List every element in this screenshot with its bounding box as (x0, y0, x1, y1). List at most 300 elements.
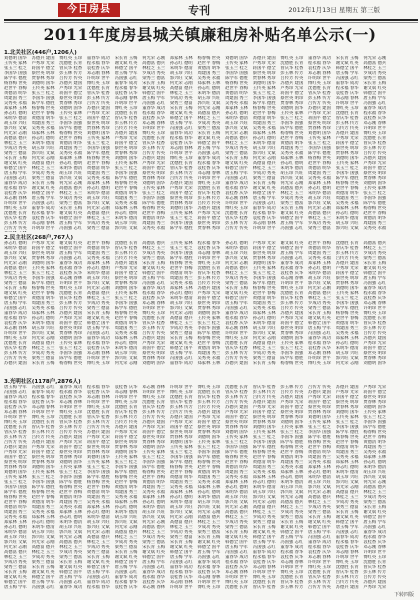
name-entry: 邓志刚 春林 (308, 71, 331, 76)
name-entry: 孙志红 德明 (280, 161, 304, 166)
name-entry: 许明珍 世平 (197, 176, 221, 181)
name-column (4, 385, 30, 590)
name-entry: 高德富 德兵 (169, 520, 193, 525)
name-entry: 蔡世英 明珍 (280, 96, 304, 101)
name-entry: 彭玉林 传芳 (169, 171, 193, 176)
name-entry: 孙志红 德明 (4, 111, 27, 116)
name-entry: 刘德明 国华 (363, 181, 387, 186)
name-entry: 卢秀珍 光荣 (197, 415, 221, 420)
name-column (59, 241, 85, 366)
name-column (363, 241, 389, 366)
name-entry: 林桂芝 玉兰 (363, 490, 387, 495)
name-entry: 许明珍 世平 (31, 410, 55, 415)
name-entry: 郑家林 玉林 (142, 495, 166, 500)
name-entry: 贾春林 秀珍 (280, 415, 304, 420)
name-entry: 曾庆华 桂香 (363, 321, 387, 326)
name-entry: 杨春梅 世英 (335, 181, 359, 186)
name-entry: 黄德清 明华 (280, 141, 304, 146)
name-entry: 董春华 成功 (363, 106, 387, 111)
name-entry: 郭兴旺 文斌 (197, 505, 221, 510)
name-entry: 彭玉林 传芳 (335, 575, 359, 580)
name-entry: 卢秀珍 光荣 (308, 111, 331, 116)
name-entry: 郭兴旺 文斌 (335, 226, 359, 231)
name-entry: 蔡世英 明珍 (4, 460, 27, 465)
name-entry: 周建国 秀兰 (86, 495, 110, 500)
name-entry: 高德富 德兵 (142, 241, 166, 246)
name-entry: 郭兴旺 文斌 (169, 306, 193, 311)
name-entry: 董春华 成功 (4, 395, 27, 400)
name-column (115, 241, 141, 366)
name-entry: 杨春梅 世英 (280, 445, 304, 450)
name-entry: 朱明华 德清 (114, 510, 138, 515)
name-entry: 周建国 秀兰 (114, 490, 138, 495)
name-entry: 沈德胜 长青 (280, 61, 304, 66)
name-entry: 杨春梅 世英 (335, 435, 359, 440)
name-entry: 韩德全 国平 (252, 535, 276, 540)
name-entry: 朱明华 德清 (197, 91, 221, 96)
name-entry: 李国华 国强 (280, 435, 304, 440)
name-entry: 邓志刚 春林 (31, 405, 55, 410)
name-entry: 高德富 德兵 (225, 510, 248, 515)
name-entry: 孙志红 德明 (59, 515, 83, 520)
name-entry: 吕传芳 传英 (363, 575, 387, 580)
name-entry: 唐玉梅 学军 (86, 570, 110, 575)
name-entry: 吕传芳 传英 (142, 415, 166, 420)
name-entry: 高德富 德兵 (363, 485, 387, 490)
name-entry: 高德富 德兵 (31, 341, 55, 346)
name-entry: 袁桂香 庆华 (4, 191, 27, 196)
name-entry: 吴秀英 永福 (225, 101, 248, 106)
name-entry: 黄德清 明华 (252, 296, 276, 301)
name-entry: 张玉兰 桂芝 (31, 271, 55, 276)
name-entry: 袁桂香 庆华 (308, 346, 331, 351)
name-entry: 吴秀英 永福 (114, 495, 138, 500)
name-entry: 杨春梅 世英 (225, 455, 248, 460)
name-entry: 袁桂香 庆华 (114, 385, 138, 390)
name-entry: 孙志红 德明 (252, 480, 276, 485)
name-entry: 何光荣 志刚 (4, 261, 27, 266)
name-entry: 蔡世英 明珍 (142, 171, 166, 176)
name-entry: 韩德全 国平 (169, 116, 193, 121)
name-entry: 孙志红 德明 (225, 485, 248, 490)
name-entry: 张玉兰 桂芝 (252, 91, 276, 96)
name-entry: 谢文斌 红英 (31, 570, 55, 575)
name-entry: 赵世平 春梅 (142, 211, 166, 216)
name-entry: 张玉兰 桂芝 (4, 66, 27, 71)
name-entry: 赵世平 春梅 (86, 485, 110, 490)
name-entry: 罗成功 秀英 (252, 171, 276, 176)
name-entry: 朱明华 德清 (308, 475, 331, 480)
name-entry: 苏德兵 建国 (114, 131, 138, 136)
name-entry: 黄德清 明华 (169, 475, 193, 480)
name-entry: 冯国强 志红 (225, 550, 248, 555)
name-entry: 邓志刚 春林 (197, 171, 221, 176)
name-entry: 袁桂香 庆华 (252, 560, 276, 565)
name-entry: 董春华 成功 (225, 555, 248, 560)
name-entry: 孙志红 德明 (86, 186, 110, 191)
name-entry: 朱明华 德清 (114, 216, 138, 221)
name-entry: 孙志红 德明 (59, 161, 83, 166)
name-entry: 黄德清 明华 (31, 296, 55, 301)
name-entry: 陈学军 德胜 (252, 281, 276, 286)
name-column (115, 385, 141, 590)
name-entry: 谢文斌 红英 (363, 86, 387, 91)
name-entry: 吕传芳 传英 (31, 435, 55, 440)
name-entry: 高德富 德兵 (308, 291, 331, 296)
name-entry: 傅红英 玉珍 (280, 286, 304, 291)
name-entry: 梁秀兰 德富 (252, 520, 276, 525)
name-entry: 朱明华 德清 (252, 321, 276, 326)
name-entry: 冯国强 志红 (31, 585, 55, 590)
name-entry: 宋长青 玉梅 (363, 261, 387, 266)
name-entry: 袁桂香 庆华 (114, 91, 138, 96)
name-entry: 王传英 家林 (363, 410, 387, 415)
name-entry: 陈学军 德胜 (59, 356, 83, 361)
name-entry: 陈学军 德胜 (280, 126, 304, 131)
name-entry: 傅红英 玉珍 (197, 585, 221, 590)
name-entry: 梁秀兰 德富 (363, 256, 387, 261)
name-entry: 蒋国平 德全 (335, 271, 359, 276)
name-entry: 黄德清 明华 (114, 321, 138, 326)
name-entry: 林桂芝 玉兰 (31, 550, 55, 555)
name-entry: 蔡世英 明珍 (59, 326, 83, 331)
name-entry: 林桂芝 玉兰 (169, 525, 193, 530)
name-entry: 赵世平 春梅 (197, 341, 221, 346)
name-entry: 唐玉梅 学军 (308, 326, 331, 331)
name-entry: 梁秀兰 德富 (59, 201, 83, 206)
name-entry: 李国华 国强 (335, 171, 359, 176)
name-entry: 冯国强 志红 (308, 535, 331, 540)
name-entry: 周建国 秀兰 (308, 251, 331, 256)
name-entry: 朱明华 德清 (86, 271, 110, 276)
name-entry: 郑家林 玉林 (31, 311, 55, 316)
name-entry: 张玉兰 桂芝 (363, 191, 387, 196)
name-entry: 谢文斌 红英 (59, 211, 83, 216)
name-entry: 周建国 秀兰 (4, 96, 27, 101)
name-entry: 黄德清 明华 (225, 465, 248, 470)
name-entry: 唐玉梅 学军 (4, 301, 27, 306)
name-entry: 唐玉梅 学军 (86, 326, 110, 331)
name-entry: 何光荣 志刚 (86, 286, 110, 291)
name-entry: 蔡世英 明珍 (252, 71, 276, 76)
name-entry: 胡玉珍 兴旺 (225, 251, 248, 256)
name-entry: 彭玉林 传芳 (363, 326, 387, 331)
name-entry: 蔡世英 明珍 (142, 435, 166, 440)
name-entry: 王传英 家林 (114, 161, 138, 166)
name-entry: 吴秀英 永福 (169, 485, 193, 490)
name-entry: 蒋国平 德全 (308, 400, 331, 405)
name-entry: 黄德清 明华 (308, 246, 331, 251)
name-entry: 傅红英 玉珍 (225, 206, 248, 211)
name-entry: 卢秀珍 光荣 (59, 316, 83, 321)
name-entry: 宋长青 玉梅 (169, 336, 193, 341)
name-entry: 黄德清 明华 (252, 116, 276, 121)
name-entry: 李国华 国强 (252, 440, 276, 445)
name-column (4, 56, 30, 231)
name-entry: 傅红英 玉珍 (280, 56, 304, 61)
name-entry: 许明珍 世平 (225, 331, 248, 336)
name-entry: 许明珍 世平 (225, 575, 248, 580)
name-entry: 胡玉珍 兴旺 (4, 251, 27, 256)
name-entry: 蒋国平 德全 (335, 141, 359, 146)
name-entry: 胡玉珍 兴旺 (252, 490, 276, 495)
section-label: 专刊 (188, 4, 210, 17)
name-entry: 曾庆华 桂香 (225, 346, 248, 351)
name-entry: 黄德清 明华 (335, 445, 359, 450)
name-entry: 程永福 春华 (142, 291, 166, 296)
name-entry: 郑家林 玉林 (169, 286, 193, 291)
name-entry: 卢秀珍 光荣 (169, 186, 193, 191)
name-entry: 沈德胜 长青 (142, 136, 166, 141)
name-entry: 蔡世英 明珍 (335, 146, 359, 151)
name-entry: 杨春梅 世英 (114, 475, 138, 480)
name-entry: 黄德清 明华 (363, 216, 387, 221)
name-entry: 许明珍 世平 (363, 126, 387, 131)
name-entry: 林桂芝 玉兰 (308, 216, 331, 221)
name-entry: 邓志刚 春林 (280, 276, 304, 281)
name-entry: 贾春林 秀珍 (308, 126, 331, 131)
name-entry: 邓志刚 春林 (225, 196, 248, 201)
name-entry: 许明珍 世平 (86, 400, 110, 405)
name-entry: 袁桂香 庆华 (169, 141, 193, 146)
name-entry: 彭玉林 传芳 (31, 430, 55, 435)
name-entry: 刘德明 国华 (169, 440, 193, 445)
name-entry: 袁桂香 庆华 (169, 575, 193, 580)
name-entry: 吴秀英 永福 (335, 455, 359, 460)
name-entry: 傅红英 玉珍 (4, 206, 27, 211)
name-entry: 贾春林 秀珍 (142, 440, 166, 445)
name-entry: 张玉兰 桂芝 (169, 450, 193, 455)
name-entry: 罗成功 秀英 (86, 301, 110, 306)
name-entry: 卢秀珍 光荣 (335, 136, 359, 141)
name-entry: 沈德胜 长青 (225, 211, 248, 216)
name-entry: 许明珍 世平 (169, 585, 193, 590)
name-entry: 高德富 德兵 (197, 515, 221, 520)
name-entry: 罗成功 秀英 (4, 560, 27, 565)
name-entry: 程永福 春华 (114, 580, 138, 585)
name-entry: 吕传芳 传英 (308, 385, 331, 390)
name-entry: 高德富 德兵 (31, 545, 55, 550)
name-entry: 朱明华 德清 (335, 470, 359, 475)
name-entry: 曾庆华 桂香 (142, 141, 166, 146)
name-entry: 沈德胜 长青 (363, 136, 387, 141)
name-entry: 曾庆华 桂香 (252, 385, 276, 390)
name-entry: 胡玉珍 兴旺 (363, 470, 387, 475)
name-entry: 朱明华 德清 (335, 346, 359, 351)
name-entry: 朱明华 德清 (225, 116, 248, 121)
name-entry: 冯国强 志红 (280, 226, 304, 231)
name-entry: 宋长青 玉梅 (225, 286, 248, 291)
name-entry: 唐玉梅 学军 (4, 171, 27, 176)
name-entry: 陈学军 德胜 (114, 470, 138, 475)
name-entry: 赵世平 春梅 (31, 111, 55, 116)
name-entry: 高德富 德兵 (142, 61, 166, 66)
name-entry: 吕传芳 传英 (169, 176, 193, 181)
name-entry: 唐玉梅 学军 (363, 96, 387, 101)
name-column (225, 241, 251, 366)
name-entry: 吴秀英 永福 (114, 201, 138, 206)
name-entry: 胡玉珍 兴旺 (335, 221, 359, 226)
name-entry: 黄德清 明华 (86, 246, 110, 251)
name-entry: 傅红英 玉珍 (308, 81, 331, 86)
name-entry: 李国华 国强 (363, 196, 387, 201)
name-entry: 吴秀英 永福 (280, 151, 304, 156)
name-entry: 韩德全 国平 (31, 191, 55, 196)
name-entry: 董春华 成功 (31, 390, 55, 395)
name-entry: 韩德全 国平 (114, 66, 138, 71)
name-entry: 何光荣 志刚 (114, 361, 138, 366)
name-column (197, 241, 223, 366)
name-entry: 林桂芝 玉兰 (31, 166, 55, 171)
name-entry: 许明珍 世平 (4, 415, 27, 420)
name-entry: 胡玉珍 兴旺 (86, 520, 110, 525)
name-entry: 韩德全 国平 (142, 555, 166, 560)
name-entry: 孙志红 德明 (280, 475, 304, 480)
name-entry: 蒋国平 德全 (31, 246, 55, 251)
name-entry: 孙志红 德明 (31, 520, 55, 525)
name-entry: 郭兴旺 文斌 (280, 490, 304, 495)
name-entry: 蒋国平 德全 (363, 390, 387, 395)
name-entry: 刘德明 国华 (252, 425, 276, 430)
name-entry: 王传英 家林 (31, 266, 55, 271)
name-entry: 罗成功 秀英 (252, 515, 276, 520)
name-entry: 李国华 国强 (59, 351, 83, 356)
name-entry: 宋长青 玉梅 (169, 540, 193, 545)
name-entry: 袁桂香 庆华 (4, 321, 27, 326)
name-entry: 袁桂香 庆华 (363, 116, 387, 121)
name-entry: 梁秀兰 德富 (31, 560, 55, 565)
name-entry: 蔡世英 明珍 (197, 301, 221, 306)
name-entry: 何光荣 志刚 (335, 485, 359, 490)
name-entry: 赵世平 春梅 (169, 266, 193, 271)
name-entry: 黄德清 明华 (59, 141, 83, 146)
name-entry: 罗成功 秀英 (280, 510, 304, 515)
name-entry: 谢文斌 红英 (114, 61, 138, 66)
name-entry: 罗成功 秀英 (308, 301, 331, 306)
name-entry: 罗成功 秀英 (86, 221, 110, 226)
name-entry: 谢文斌 红英 (142, 86, 166, 91)
name-entry: 卢秀珍 光荣 (114, 430, 138, 435)
name-entry: 高德富 德兵 (114, 530, 138, 535)
name-entry: 梁秀兰 德富 (280, 515, 304, 520)
name-entry: 程永福 春华 (197, 241, 221, 246)
name-entry: 韩德全 国平 (363, 271, 387, 276)
name-entry: 刘德明 国华 (335, 156, 359, 161)
name-entry: 郭兴旺 文斌 (280, 176, 304, 181)
name-entry: 何光荣 志刚 (308, 490, 331, 495)
name-entry: 傅红英 玉珍 (363, 555, 387, 560)
name-entry: 贾春林 秀珍 (31, 76, 55, 81)
name-entry: 邓志刚 春林 (4, 196, 27, 201)
name-entry: 王传英 家林 (4, 61, 27, 66)
name-entry: 唐玉梅 学军 (280, 221, 304, 226)
name-entry: 傅红英 玉珍 (363, 131, 387, 136)
name-entry: 吕传芳 传英 (114, 256, 138, 261)
section-heading-minzhu: 2.民主社区(268户,767人) (4, 235, 73, 241)
name-entry: 彭玉林 传芳 (4, 435, 27, 440)
name-entry: 罗成功 秀英 (169, 326, 193, 331)
name-entry: 曾庆华 桂香 (114, 246, 138, 251)
name-entry (4, 231, 30, 232)
name-entry: 苏德兵 建国 (197, 286, 221, 291)
name-entry: 吴秀英 永福 (280, 465, 304, 470)
name-entry: 许明珍 世平 (308, 76, 331, 81)
name-entry: 何光荣 志刚 (363, 480, 387, 485)
name-entry: 高德富 德兵 (59, 540, 83, 545)
name-column (336, 56, 362, 231)
name-entry: 袁桂香 庆华 (197, 246, 221, 251)
name-entry: 周建国 秀兰 (225, 96, 248, 101)
name-entry: 张玉兰 桂芝 (308, 425, 331, 430)
name-entry: 周建国 秀兰 (59, 500, 83, 505)
name-entry: 孙志红 德明 (308, 470, 331, 475)
name-entry: 何光荣 志刚 (142, 56, 166, 61)
name-entry: 唐玉梅 学军 (335, 71, 359, 76)
name-entry: 周建国 秀兰 (4, 510, 27, 515)
name-entry: 郭兴旺 文斌 (31, 331, 55, 336)
name-entry: 蔡世英 明珍 (114, 276, 138, 281)
name-entry: 杨春梅 世英 (4, 495, 27, 500)
name-entry: 张玉兰 桂芝 (335, 166, 359, 171)
name-entry: 曾庆华 桂香 (335, 116, 359, 121)
name-entry: 陈学军 德胜 (142, 201, 166, 206)
name-entry: 董春华 成功 (4, 311, 27, 316)
name-entry: 袁桂香 庆华 (114, 585, 138, 590)
name-entry: 韩德全 国平 (225, 296, 248, 301)
name-entry: 彭玉林 传芳 (114, 121, 138, 126)
name-column (142, 385, 168, 590)
name-entry: 杨春梅 世英 (197, 460, 221, 465)
name-entry: 唐玉梅 学军 (308, 530, 331, 535)
name-entry: 高德富 德兵 (308, 211, 331, 216)
name-entry: 王传英 家林 (280, 425, 304, 430)
name-entry: 韩德全 国平 (142, 271, 166, 276)
name-entry: 郭兴旺 文斌 (114, 226, 138, 231)
name-entry: 谢文斌 红英 (225, 535, 248, 540)
name-entry: 许明珍 世平 (197, 580, 221, 585)
name-entry: 程永福 春华 (4, 186, 27, 191)
name-entry: 吴秀英 永福 (114, 331, 138, 336)
name-entry: 何光荣 志刚 (59, 181, 83, 186)
name-entry: 王传英 家林 (169, 211, 193, 216)
name-entry: 傅红英 玉珍 (114, 400, 138, 405)
name-entry: 高德富 德兵 (280, 186, 304, 191)
name-entry: 冯国强 志红 (308, 331, 331, 336)
name-entry: 冯国强 志红 (142, 101, 166, 106)
name-entry: 刘德明 国华 (31, 261, 55, 266)
name-entry: 苏德兵 建国 (31, 56, 55, 61)
name-entry: 唐玉梅 学军 (59, 575, 83, 580)
name-entry: 冯国强 志红 (252, 201, 276, 206)
name-entry: 孙志红 德明 (114, 341, 138, 346)
name-entry: 蔡世英 明珍 (363, 395, 387, 400)
name-entry: 韩德全 国平 (169, 346, 193, 351)
name-entry: 袁桂香 庆华 (335, 91, 359, 96)
name-entry: 傅红英 玉珍 (335, 560, 359, 565)
name-entry: 程永福 春华 (59, 266, 83, 271)
name-entry: 李国华 国强 (86, 146, 110, 151)
name-entry: 杨春梅 世英 (280, 131, 304, 136)
name-entry: 王传英 家林 (280, 341, 304, 346)
name-list-guangming (4, 385, 418, 590)
name-entry: 高德富 德兵 (4, 136, 27, 141)
name-entry: 袁桂香 庆华 (335, 545, 359, 550)
name-entry: 唐玉梅 学军 (142, 560, 166, 565)
name-entry: 韩德全 国平 (4, 166, 27, 171)
name-entry: 蒋国平 德全 (114, 271, 138, 276)
name-entry: 冯国强 志红 (225, 176, 248, 181)
name-entry: 蔡世英 明珍 (86, 445, 110, 450)
